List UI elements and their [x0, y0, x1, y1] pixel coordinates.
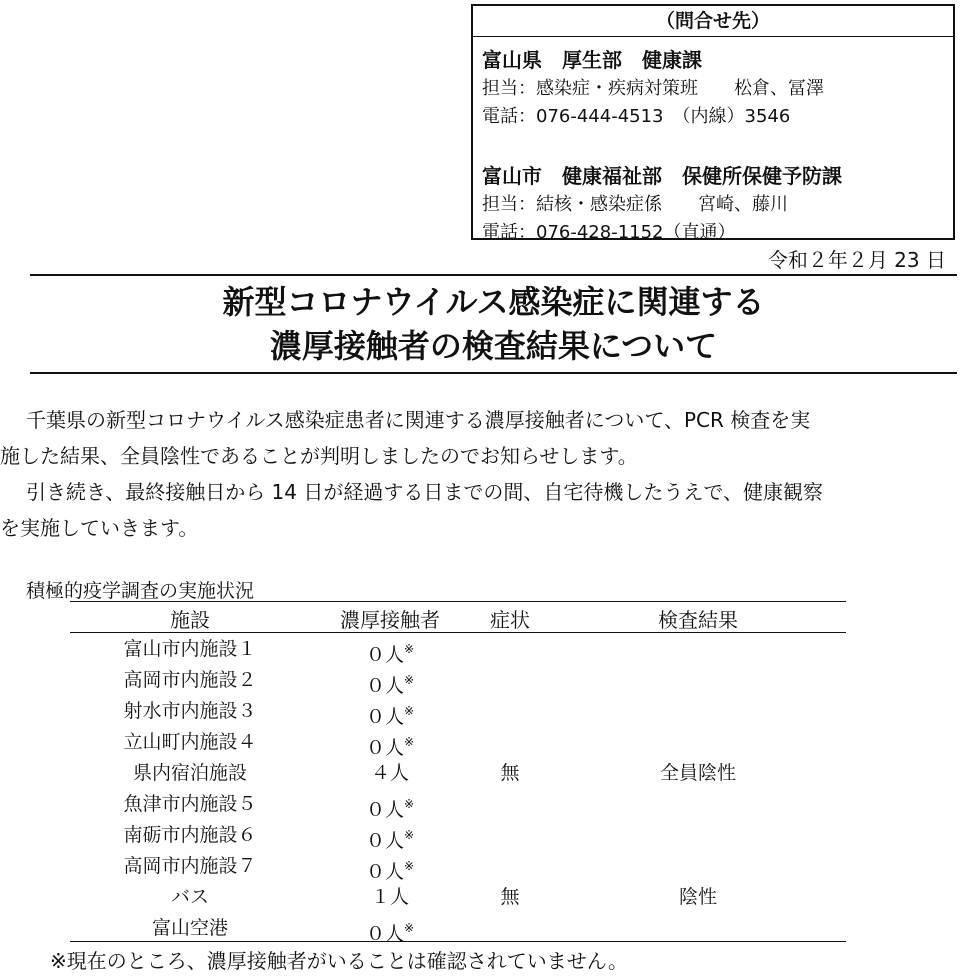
facility-cell: [70, 913, 310, 944]
facility-cell-text: 高岡市内施設２: [123, 669, 257, 691]
facility-cell: [70, 820, 310, 851]
contacts-cell-text: ０人: [365, 706, 404, 728]
note-mark: ※: [403, 859, 415, 873]
table-row: [70, 665, 846, 696]
header-close-contacts: 濃厚接触者: [340, 608, 440, 632]
contacts-cell-text: ０人: [365, 830, 404, 852]
prefecture-phone: 電話：076-444-4513 （内線）3546: [482, 106, 791, 127]
contact-heading: （問合せ先）: [473, 6, 953, 37]
table-row: [70, 913, 846, 944]
result-cell: [550, 882, 846, 913]
contacts-cell-text: ０人: [365, 923, 404, 945]
city-staff: 担当：結核・感染症係 宮崎、藤川: [482, 194, 788, 215]
contacts-cell-text: ０人: [365, 737, 404, 759]
body-paragraph-2-line-2: を実施していきます。: [0, 516, 199, 540]
title-line-2: 濃厚接触者の検査結果について: [269, 327, 718, 365]
table-row: [70, 882, 846, 913]
contacts-cell-text: １人: [370, 886, 409, 908]
facility-cell-text: 射水市内施設３: [123, 700, 257, 722]
result-cell-text: 陰性: [678, 886, 717, 908]
facility-cell-text: 高岡市内施設７: [123, 855, 257, 877]
note-mark: ※: [403, 735, 415, 749]
table-caption: 積極的疫学調査の実施状況: [26, 580, 255, 602]
facility-cell: [70, 882, 310, 913]
note-mark: ※: [403, 797, 415, 811]
title-bottom-rule: [30, 372, 957, 374]
symptoms-cell-text: 無: [500, 762, 520, 784]
prefecture-org: 富山県 厚生部 健康課: [482, 48, 702, 72]
facility-cell: [70, 851, 310, 882]
note-mark: ※: [403, 921, 415, 935]
title-line-1: 新型コロナウイルス感染症に関連する: [222, 283, 765, 321]
issue-date: 令和２年２月 23 日: [767, 248, 946, 272]
note-mark: ※: [403, 673, 415, 687]
table-top-rule: [70, 601, 846, 602]
symptoms-cell: [470, 758, 550, 789]
body-paragraph-2-line-1: 引き続き、最終接触日から 14 日が経過する日までの間、自宅待機したうえで、健康観察: [26, 480, 823, 504]
table-bottom-rule: [70, 941, 846, 942]
contacts-cell: [310, 758, 470, 789]
note-mark: ※: [403, 704, 415, 718]
contacts-cell-text: ０人: [365, 799, 404, 821]
title-top-rule: [30, 274, 957, 276]
body-paragraph-1-line-2: 施した結果、全員陰性であることが判明しましたのでお知らせします。: [0, 444, 638, 468]
facility-cell: [70, 665, 310, 696]
facility-cell: [70, 634, 310, 665]
header-facility: 施設: [170, 608, 210, 632]
facility-cell-text: 立山町内施設４: [123, 731, 257, 753]
facility-cell-text: 富山空港: [151, 917, 228, 939]
table-footnote: ※現在のところ、濃厚接触者がいることは確認されていません。: [50, 949, 628, 973]
city-org: 富山市 健康福祉部 保健所保健予防課: [482, 164, 842, 188]
table-row: [70, 820, 846, 851]
prefecture-staff: 担当：感染症・疾病対策班 松倉、冨澤: [482, 78, 824, 99]
symptoms-cell: [470, 882, 550, 913]
table-row: [70, 789, 846, 820]
header-symptoms: 症状: [490, 608, 530, 632]
table-row: [70, 758, 846, 789]
table-row: [70, 851, 846, 882]
header-test-result: 検査結果: [658, 608, 738, 632]
facility-cell-text: 県内宿泊施設: [132, 762, 247, 784]
facility-cell-text: 南砺市内施設６: [123, 824, 257, 846]
contacts-cell: [310, 882, 470, 913]
facility-cell: [70, 727, 310, 758]
table-row: [70, 634, 846, 665]
contacts-cell-text: ０人: [365, 644, 404, 666]
facility-cell-text: 富山市内施設１: [123, 638, 257, 660]
facility-cell-text: 魚津市内施設５: [123, 793, 257, 815]
facility-cell-text: バス: [170, 886, 209, 908]
result-cell: [550, 758, 846, 789]
body-paragraph-1-line-1: 千葉県の新型コロナウイルス感染症患者に関連する濃厚接触者について、PCR 検査を実: [26, 408, 811, 432]
note-mark: ※: [403, 642, 415, 656]
table-header-rule: [70, 632, 846, 633]
symptoms-cell-text: 無: [500, 886, 520, 908]
facility-cell: [70, 789, 310, 820]
facility-cell: [70, 696, 310, 727]
contacts-cell-text: ０人: [365, 861, 404, 883]
facility-cell: [70, 758, 310, 789]
table-row: [70, 696, 846, 727]
contacts-cell-text: ０人: [365, 675, 404, 697]
city-phone: 電話：076-428-1152（直通）: [482, 222, 736, 243]
contacts-cell-text: ４人: [370, 762, 409, 784]
note-mark: ※: [403, 828, 415, 842]
table-row: [70, 727, 846, 758]
result-cell-text: 全員陰性: [659, 762, 736, 784]
contact-box: [471, 4, 955, 243]
